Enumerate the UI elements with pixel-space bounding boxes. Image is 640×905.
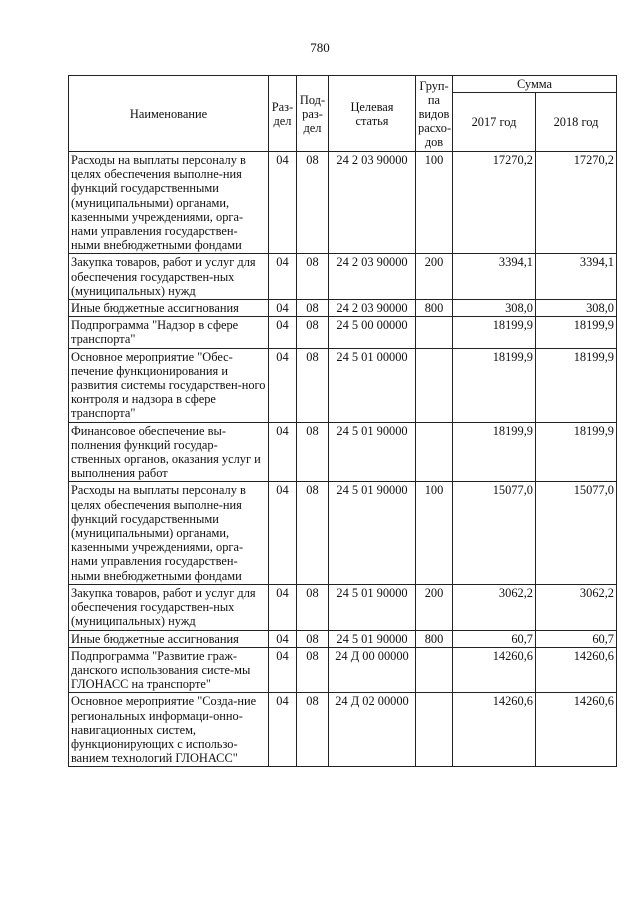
table-row xyxy=(69,152,617,254)
table-row xyxy=(69,630,617,647)
row-group: 200 xyxy=(416,254,453,300)
row-section: 04 xyxy=(269,300,297,317)
row-target: 24 2 03 90000 xyxy=(329,152,416,254)
row-name: Расходы на выплаты персоналу в целях обеспечения выполне-ния функций государственными (муниципальными) органами, казенными учреждениями, орга-нами управления государствен-ными внебюджетными фондами xyxy=(69,482,269,584)
row-value-2018: 3394,1 xyxy=(536,254,617,300)
row-name: Закупка товаров, работ и услуг для обеспечения государствен-ных (муниципальных) нужд xyxy=(69,584,269,630)
row-section: 04 xyxy=(269,584,297,630)
table-row xyxy=(69,300,617,317)
row-value-2017: 14260,6 xyxy=(453,647,536,693)
row-target: 24 Д 02 00000 xyxy=(329,693,416,767)
row-value-2018: 17270,2 xyxy=(536,152,617,254)
row-subsection: 08 xyxy=(297,254,329,300)
header-row xyxy=(69,76,617,93)
row-name: Иные бюджетные ассигнования xyxy=(69,630,269,647)
row-subsection: 08 xyxy=(297,300,329,317)
row-target: 24 5 00 00000 xyxy=(329,317,416,348)
row-value-2017: 14260,6 xyxy=(453,693,536,767)
header-year-2017: 2017 год xyxy=(453,93,536,152)
row-name: Финансовое обеспечение вы-полнения функций государ-ственных органов, оказания услуг и выполнения работ xyxy=(69,422,269,482)
budget-table xyxy=(68,75,617,767)
row-value-2017: 18199,9 xyxy=(453,422,536,482)
row-group: 200 xyxy=(416,584,453,630)
table-row xyxy=(69,254,617,300)
table-row xyxy=(69,317,617,348)
header-group: Груп- па видов расхо- дов xyxy=(416,76,453,152)
row-subsection: 08 xyxy=(297,630,329,647)
table-row xyxy=(69,348,617,422)
row-name: Подпрограмма "Надзор в сфере транспорта" xyxy=(69,317,269,348)
row-group xyxy=(416,348,453,422)
row-value-2017: 3394,1 xyxy=(453,254,536,300)
row-section: 04 xyxy=(269,317,297,348)
row-value-2018: 18199,9 xyxy=(536,422,617,482)
row-target: 24 5 01 90000 xyxy=(329,482,416,584)
row-target: 24 5 01 00000 xyxy=(329,348,416,422)
table-row xyxy=(69,482,617,584)
row-subsection: 08 xyxy=(297,422,329,482)
row-section: 04 xyxy=(269,422,297,482)
table-row xyxy=(69,693,617,767)
row-section: 04 xyxy=(269,647,297,693)
row-value-2017: 3062,2 xyxy=(453,584,536,630)
row-value-2017: 17270,2 xyxy=(453,152,536,254)
row-value-2017: 60,7 xyxy=(453,630,536,647)
page-number: 780 xyxy=(310,40,330,55)
row-target: 24 5 01 90000 xyxy=(329,630,416,647)
header-section: Раз- дел xyxy=(269,76,297,152)
row-target: 24 5 01 90000 xyxy=(329,584,416,630)
row-group xyxy=(416,422,453,482)
row-subsection: 08 xyxy=(297,482,329,584)
row-name: Расходы на выплаты персоналу в целях обеспечения выполне-ния функций государственными (муниципальными) органами, казенными учреждениями, орга-нами управления государствен-ными внебюджетными фондами xyxy=(69,152,269,254)
row-subsection: 08 xyxy=(297,348,329,422)
row-subsection: 08 xyxy=(297,317,329,348)
row-section: 04 xyxy=(269,482,297,584)
row-value-2018: 60,7 xyxy=(536,630,617,647)
table-row xyxy=(69,422,617,482)
row-value-2018: 3062,2 xyxy=(536,584,617,630)
row-group xyxy=(416,317,453,348)
row-group xyxy=(416,647,453,693)
row-value-2018: 14260,6 xyxy=(536,647,617,693)
row-subsection: 08 xyxy=(297,584,329,630)
row-value-2018: 18199,9 xyxy=(536,317,617,348)
row-name: Подпрограмма "Развитие граж-данского использования систе-мы ГЛОНАСС на транспорте" xyxy=(69,647,269,693)
row-value-2018: 14260,6 xyxy=(536,693,617,767)
header-sum: Сумма xyxy=(453,76,617,93)
header-target: Целевая статья xyxy=(329,76,416,152)
row-value-2018: 18199,9 xyxy=(536,348,617,422)
row-value-2017: 308,0 xyxy=(453,300,536,317)
table-row xyxy=(69,647,617,693)
row-value-2017: 15077,0 xyxy=(453,482,536,584)
row-value-2017: 18199,9 xyxy=(453,348,536,422)
row-value-2017: 18199,9 xyxy=(453,317,536,348)
row-group: 100 xyxy=(416,482,453,584)
row-name: Иные бюджетные ассигнования xyxy=(69,300,269,317)
row-section: 04 xyxy=(269,693,297,767)
row-section: 04 xyxy=(269,348,297,422)
row-name: Основное мероприятие "Обес-печение функционирования и развития системы государствен-ного контроля и надзора в сфере транспорта" xyxy=(69,348,269,422)
table-row xyxy=(69,584,617,630)
row-value-2018: 308,0 xyxy=(536,300,617,317)
row-section: 04 xyxy=(269,254,297,300)
row-group: 800 xyxy=(416,630,453,647)
row-target: 24 2 03 90000 xyxy=(329,300,416,317)
header-year-2018: 2018 год xyxy=(536,93,617,152)
row-subsection: 08 xyxy=(297,647,329,693)
row-section: 04 xyxy=(269,630,297,647)
row-name: Закупка товаров, работ и услуг для обеспечения государствен-ных (муниципальных) нужд xyxy=(69,254,269,300)
header-name: Наименование xyxy=(69,76,269,152)
row-name: Основное мероприятие "Созда-ние региональных информаци-онно-навигационных систем, функционирующих с использо-ванием технологий ГЛОНАСС" xyxy=(69,693,269,767)
row-value-2018: 15077,0 xyxy=(536,482,617,584)
row-target: 24 Д 00 00000 xyxy=(329,647,416,693)
row-subsection: 08 xyxy=(297,152,329,254)
row-group xyxy=(416,693,453,767)
row-subsection: 08 xyxy=(297,693,329,767)
row-group: 100 xyxy=(416,152,453,254)
row-group: 800 xyxy=(416,300,453,317)
row-section: 04 xyxy=(269,152,297,254)
row-target: 24 5 01 90000 xyxy=(329,422,416,482)
header-subsection: Под- раз- дел xyxy=(297,76,329,152)
row-target: 24 2 03 90000 xyxy=(329,254,416,300)
